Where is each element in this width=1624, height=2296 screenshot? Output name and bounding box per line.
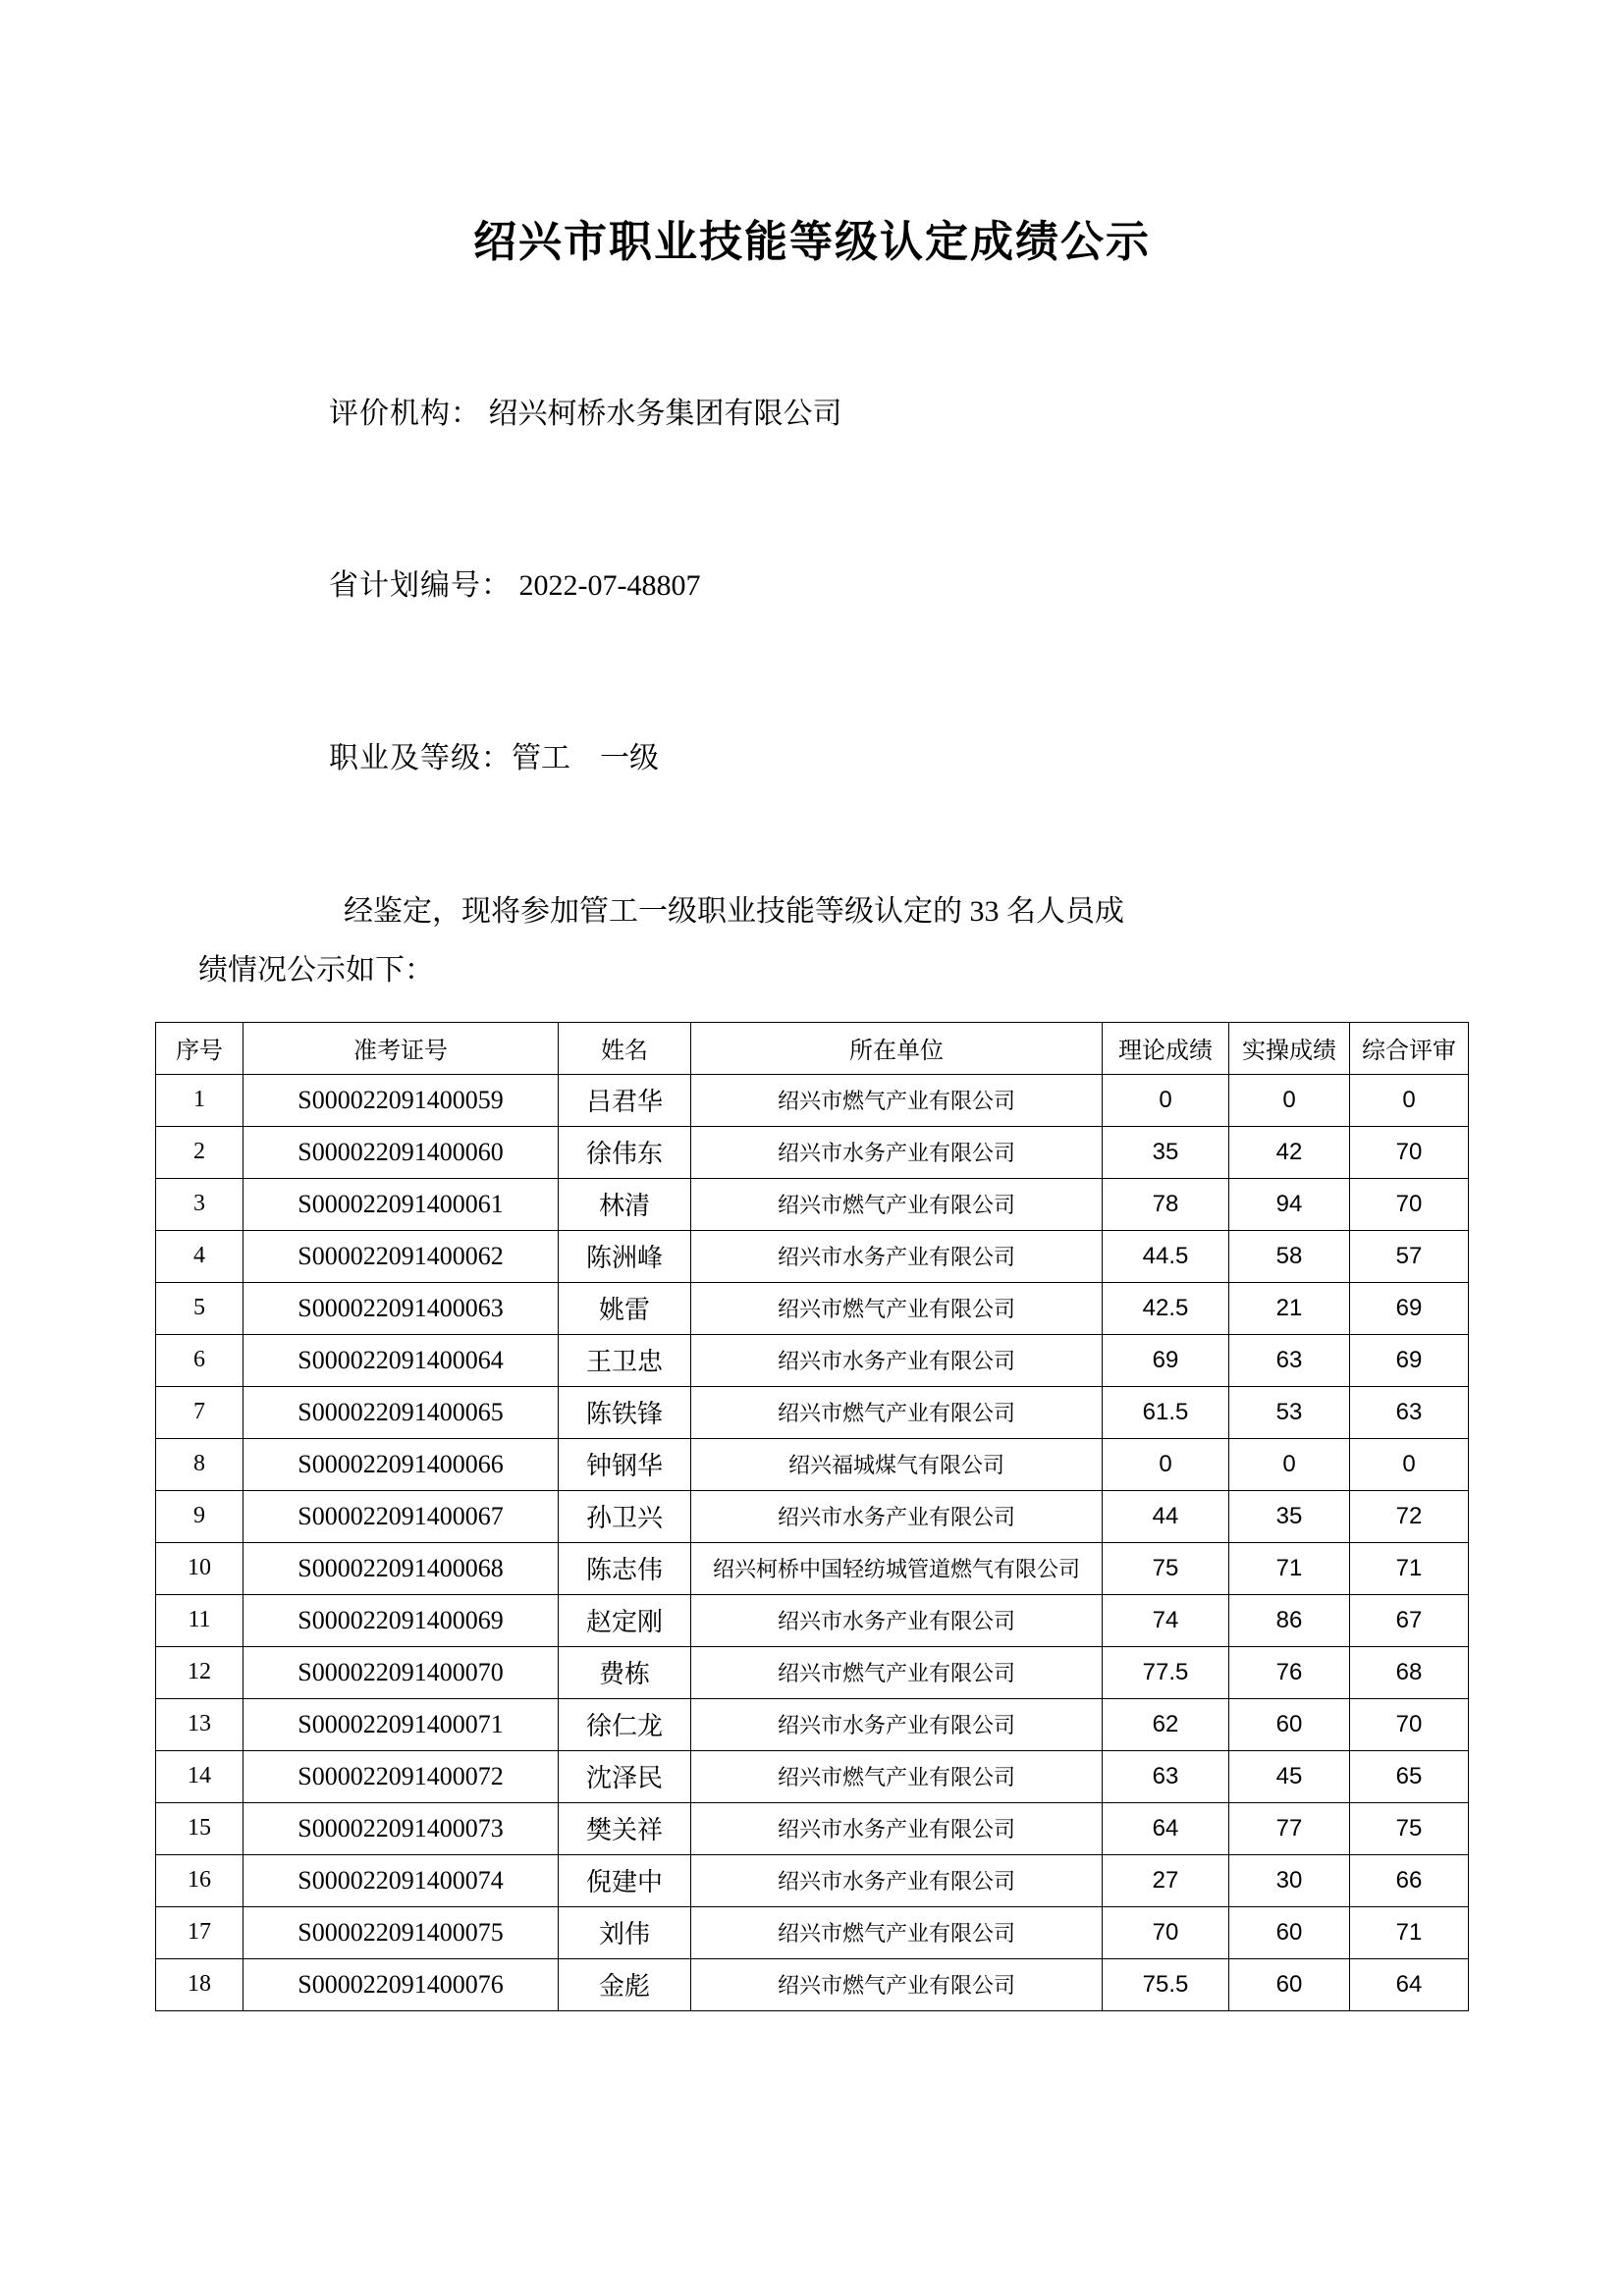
cell-name: 孙卫兴: [559, 1490, 691, 1542]
cell-unit: 绍兴市燃气产业有限公司: [691, 1750, 1103, 1802]
cell-theory: 0: [1103, 1074, 1229, 1126]
cell-comprehensive: 72: [1350, 1490, 1469, 1542]
column-header-practice: 实操成绩: [1229, 1022, 1350, 1074]
cell-card-no: S000022091400068: [244, 1542, 559, 1594]
cell-seq: 12: [156, 1646, 244, 1698]
cell-comprehensive: 64: [1350, 1958, 1469, 2010]
cell-seq: 18: [156, 1958, 244, 2010]
cell-name: 徐仁龙: [559, 1698, 691, 1750]
cell-theory: 62: [1103, 1698, 1229, 1750]
cell-seq: 9: [156, 1490, 244, 1542]
cell-seq: 10: [156, 1542, 244, 1594]
cell-card-no: S000022091400074: [244, 1854, 559, 1906]
cell-practice: 60: [1229, 1698, 1350, 1750]
cell-name: 徐伟东: [559, 1126, 691, 1178]
cell-card-no: S000022091400069: [244, 1594, 559, 1646]
cell-name: 陈志伟: [559, 1542, 691, 1594]
cell-card-no: S000022091400075: [244, 1906, 559, 1958]
page-title: 绍兴市职业技能等级认定成绩公示: [473, 218, 1151, 266]
column-header-name: 姓名: [559, 1022, 691, 1074]
cell-practice: 30: [1229, 1854, 1350, 1906]
cell-practice: 63: [1229, 1334, 1350, 1386]
meta-line-agency: [285, 328, 1477, 501]
meta-line-plan-number: [285, 501, 1477, 673]
cell-practice: 0: [1229, 1438, 1350, 1490]
cell-comprehensive: 71: [1350, 1542, 1469, 1594]
table-row: [156, 1750, 1469, 1802]
cell-practice: 42: [1229, 1126, 1350, 1178]
cell-name: 倪建中: [559, 1854, 691, 1906]
cell-comprehensive: 63: [1350, 1386, 1469, 1438]
cell-practice: 94: [1229, 1178, 1350, 1230]
cell-unit: 绍兴市燃气产业有限公司: [691, 1074, 1103, 1126]
table-row: [156, 1958, 1469, 2010]
cell-theory: 44: [1103, 1490, 1229, 1542]
cell-comprehensive: 57: [1350, 1230, 1469, 1282]
cell-practice: 21: [1229, 1282, 1350, 1334]
cell-card-no: S000022091400061: [244, 1178, 559, 1230]
cell-unit: 绍兴市燃气产业有限公司: [691, 1906, 1103, 1958]
cell-seq: 4: [156, 1230, 244, 1282]
cell-name: 刘伟: [559, 1906, 691, 1958]
cell-comprehensive: 69: [1350, 1282, 1469, 1334]
cell-name: 金彪: [559, 1958, 691, 2010]
cell-practice: 35: [1229, 1490, 1350, 1542]
table-row: [156, 1126, 1469, 1178]
table-body: [156, 1074, 1469, 2010]
cell-theory: 42.5: [1103, 1282, 1229, 1334]
cell-name: 吕君华: [559, 1074, 691, 1126]
cell-practice: 45: [1229, 1750, 1350, 1802]
intro-line-1: 经鉴定，现将参加管工一级职业技能等级认定的 33 名人员成: [344, 894, 1124, 928]
cell-comprehensive: 0: [1350, 1074, 1469, 1126]
meta-line-occupation-level: [285, 672, 1477, 845]
table-header-row: [156, 1022, 1469, 1074]
column-header-theory: 理论成绩: [1103, 1022, 1229, 1074]
cell-comprehensive: 69: [1350, 1334, 1469, 1386]
cell-name: 王卫忠: [559, 1334, 691, 1386]
cell-seq: 13: [156, 1698, 244, 1750]
cell-card-no: S000022091400066: [244, 1438, 559, 1490]
table-row: [156, 1854, 1469, 1906]
cell-comprehensive: 75: [1350, 1802, 1469, 1854]
intro-paragraph: [147, 882, 1477, 1000]
cell-card-no: S000022091400067: [244, 1490, 559, 1542]
column-header-comprehensive: 综合评审: [1350, 1022, 1469, 1074]
cell-comprehensive: 70: [1350, 1698, 1469, 1750]
table-row: [156, 1906, 1469, 1958]
cell-name: 陈洲峰: [559, 1230, 691, 1282]
cell-unit: 绍兴市燃气产业有限公司: [691, 1178, 1103, 1230]
cell-name: 沈泽民: [559, 1750, 691, 1802]
table-row: [156, 1542, 1469, 1594]
cell-card-no: S000022091400060: [244, 1126, 559, 1178]
meta-value-occupation-level: 管工 一级: [512, 741, 659, 774]
cell-seq: 15: [156, 1802, 244, 1854]
cell-card-no: S000022091400072: [244, 1750, 559, 1802]
cell-unit: 绍兴柯桥中国轻纺城管道燃气有限公司: [691, 1542, 1103, 1594]
cell-comprehensive: 71: [1350, 1906, 1469, 1958]
table-row: [156, 1438, 1469, 1490]
column-header-seq: 序号: [156, 1022, 244, 1074]
meta-value-agency: 绍兴柯桥水务集团有限公司: [481, 397, 842, 430]
cell-seq: 2: [156, 1126, 244, 1178]
cell-name: 姚雷: [559, 1282, 691, 1334]
cell-practice: 60: [1229, 1906, 1350, 1958]
cell-name: 樊关祥: [559, 1802, 691, 1854]
cell-card-no: S000022091400071: [244, 1698, 559, 1750]
cell-theory: 78: [1103, 1178, 1229, 1230]
table-row: [156, 1698, 1469, 1750]
cell-seq: 17: [156, 1906, 244, 1958]
cell-card-no: S000022091400064: [244, 1334, 559, 1386]
cell-theory: 61.5: [1103, 1386, 1229, 1438]
cell-unit: 绍兴市水务产业有限公司: [691, 1854, 1103, 1906]
cell-unit: 绍兴市水务产业有限公司: [691, 1490, 1103, 1542]
cell-card-no: S000022091400070: [244, 1646, 559, 1698]
cell-unit: 绍兴市燃气产业有限公司: [691, 1282, 1103, 1334]
cell-practice: 86: [1229, 1594, 1350, 1646]
cell-name: 费栋: [559, 1646, 691, 1698]
cell-seq: 5: [156, 1282, 244, 1334]
cell-name: 林清: [559, 1178, 691, 1230]
table-header: [156, 1022, 1469, 1074]
cell-card-no: S000022091400076: [244, 1958, 559, 2010]
cell-comprehensive: 68: [1350, 1646, 1469, 1698]
cell-seq: 11: [156, 1594, 244, 1646]
cell-seq: 1: [156, 1074, 244, 1126]
cell-card-no: S000022091400063: [244, 1282, 559, 1334]
cell-comprehensive: 66: [1350, 1854, 1469, 1906]
cell-theory: 70: [1103, 1906, 1229, 1958]
cell-theory: 44.5: [1103, 1230, 1229, 1282]
table-row: [156, 1802, 1469, 1854]
cell-theory: 64: [1103, 1802, 1229, 1854]
column-header-card-no: 准考证号: [244, 1022, 559, 1074]
cell-seq: 7: [156, 1386, 244, 1438]
table-row: [156, 1230, 1469, 1282]
cell-unit: 绍兴市燃气产业有限公司: [691, 1386, 1103, 1438]
cell-comprehensive: 70: [1350, 1126, 1469, 1178]
cell-card-no: S000022091400062: [244, 1230, 559, 1282]
cell-unit: 绍兴福城煤气有限公司: [691, 1438, 1103, 1490]
meta-label-agency: 评价机构：: [329, 397, 481, 430]
cell-theory: 74: [1103, 1594, 1229, 1646]
table-row: [156, 1074, 1469, 1126]
cell-theory: 63: [1103, 1750, 1229, 1802]
cell-theory: 69: [1103, 1334, 1229, 1386]
cell-theory: 75.5: [1103, 1958, 1229, 2010]
cell-seq: 16: [156, 1854, 244, 1906]
cell-unit: 绍兴市水务产业有限公司: [691, 1594, 1103, 1646]
cell-practice: 77: [1229, 1802, 1350, 1854]
cell-practice: 0: [1229, 1074, 1350, 1126]
cell-unit: 绍兴市水务产业有限公司: [691, 1698, 1103, 1750]
cell-comprehensive: 0: [1350, 1438, 1469, 1490]
cell-unit: 绍兴市燃气产业有限公司: [691, 1646, 1103, 1698]
cell-unit: 绍兴市水务产业有限公司: [691, 1802, 1103, 1854]
column-header-unit: 所在单位: [691, 1022, 1103, 1074]
scores-table: [155, 1022, 1469, 2011]
intro-line-2: 绩情况公示如下：: [198, 953, 434, 987]
cell-comprehensive: 67: [1350, 1594, 1469, 1646]
cell-seq: 8: [156, 1438, 244, 1490]
table-row: [156, 1594, 1469, 1646]
cell-practice: 76: [1229, 1646, 1350, 1698]
cell-seq: 3: [156, 1178, 244, 1230]
cell-name: 赵定刚: [559, 1594, 691, 1646]
cell-theory: 75: [1103, 1542, 1229, 1594]
cell-card-no: S000022091400073: [244, 1802, 559, 1854]
table-row: [156, 1178, 1469, 1230]
table-row: [156, 1334, 1469, 1386]
cell-seq: 6: [156, 1334, 244, 1386]
cell-unit: 绍兴市水务产业有限公司: [691, 1230, 1103, 1282]
cell-seq: 14: [156, 1750, 244, 1802]
table-row: [156, 1646, 1469, 1698]
cell-theory: 35: [1103, 1126, 1229, 1178]
table-row: [156, 1490, 1469, 1542]
table-row: [156, 1282, 1469, 1334]
cell-name: 钟钢华: [559, 1438, 691, 1490]
cell-comprehensive: 70: [1350, 1178, 1469, 1230]
cell-practice: 53: [1229, 1386, 1350, 1438]
table-row: [156, 1386, 1469, 1438]
cell-practice: 60: [1229, 1958, 1350, 2010]
cell-theory: 27: [1103, 1854, 1229, 1906]
cell-practice: 58: [1229, 1230, 1350, 1282]
cell-name: 陈铁锋: [559, 1386, 691, 1438]
meta-label-occupation-level: 职业及等级：: [329, 741, 512, 774]
meta-value-plan-number: 2022-07-48807: [512, 569, 701, 602]
cell-theory: 77.5: [1103, 1646, 1229, 1698]
meta-label-plan-number: 省计划编号：: [329, 569, 512, 602]
cell-theory: 0: [1103, 1438, 1229, 1490]
cell-card-no: S000022091400065: [244, 1386, 559, 1438]
cell-unit: 绍兴市燃气产业有限公司: [691, 1958, 1103, 2010]
cell-practice: 71: [1229, 1542, 1350, 1594]
meta-block: [147, 328, 1477, 845]
cell-card-no: S000022091400059: [244, 1074, 559, 1126]
cell-unit: 绍兴市水务产业有限公司: [691, 1126, 1103, 1178]
cell-comprehensive: 65: [1350, 1750, 1469, 1802]
cell-unit: 绍兴市水务产业有限公司: [691, 1334, 1103, 1386]
